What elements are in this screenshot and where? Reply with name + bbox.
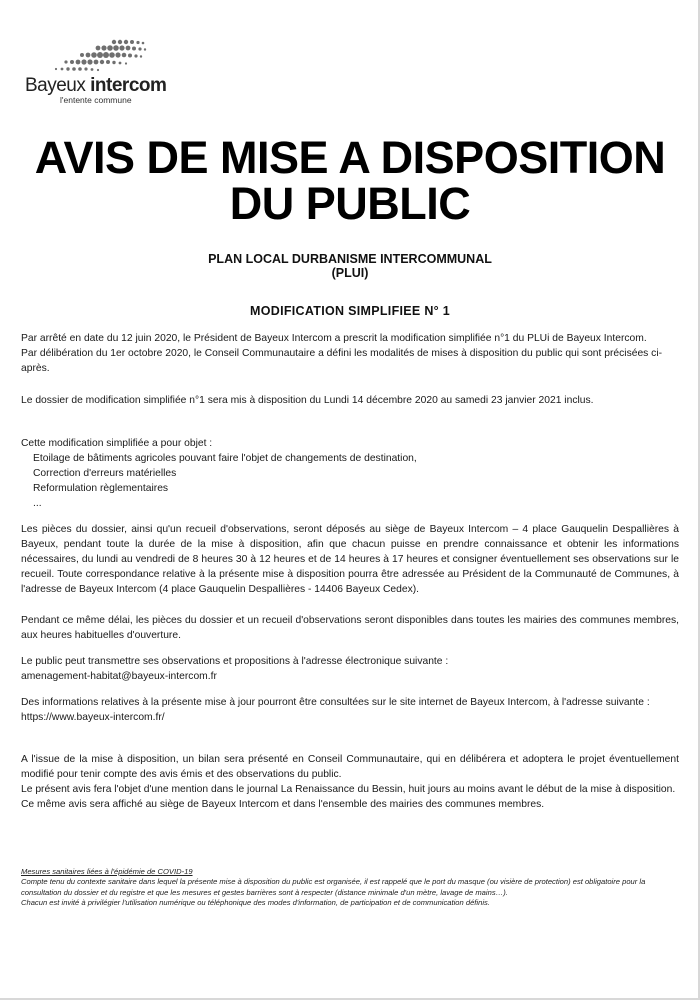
affiche-text: Ce même avis sera affiché au siège de Bayeux Intercom et dans l'ensemble des mairies des communes membres. xyxy=(21,799,545,810)
objet-list xyxy=(21,451,679,511)
dossier-text: Le dossier de modification simplifiée n°1 sera mis à disposition du Lundi 14 décembre 2020 au samedi 23 janvier 2021 inclus. xyxy=(21,395,594,406)
logo-name-bold: intercom xyxy=(90,75,167,96)
paragraph-arrete xyxy=(21,331,679,376)
footnote-line-2: Chacun est invité à privilégier l'utilisation numérique ou téléphonique des modes d'information, de participation et de communication définis. xyxy=(21,898,490,908)
footnote-title: Mesures sanitaires liées à l'épidémie de COVID-19 xyxy=(21,867,193,876)
subtitle-plui: (PLUI) xyxy=(331,266,369,280)
footnote-line-1: Compte tenu du contexte sanitaire dans lequel la présente mise à disposition du public est organisée, il est rappelé que le port du masque (ou visière de protection) est obligatoire pour la consultation du dossier et du registre et que les mesures et gestes barrières sont à respecter (distance minimale d'un mètre, lavage de mains…). xyxy=(21,877,646,897)
logo-wordmark xyxy=(25,75,166,97)
issue-text: A l'issue de la mise à disposition, un bilan sera présenté en Conseil Communautaire, qui en délibérera et adoptera le projet éventuellement modifié pour tenir compte des avis émis et des observations du public. xyxy=(21,754,679,780)
pieces-text: Les pièces du dossier, ainsi qu'un recueil d'observations, seront déposés au siège de Bayeux Intercom – 4 place Gauquelin Despallières à Bayeux, pendant toute la durée de la mise à disposition, afin que chacun puisse en prendre connaissance et obtenir les informations nécessaires, du lundi au vendredi de 8 heures 30 à 12 heures et de 14 heures à 17 heures et consigner éventuellement ses observations sur le recueil. Toute correspondance relative à la présente mise à disposition pourra être adressée au Président de la Communauté de Communes, à l'adresse de Bayeux Intercom (4 place Gauquelin Despallières - 14406 Bayeux Cedex). xyxy=(21,524,679,595)
list-item: Reformulation règlementaires xyxy=(33,483,169,494)
paragraph-site xyxy=(21,695,679,725)
objet-intro: Cette modification simplifiée a pour objet : xyxy=(21,438,213,449)
paragraph-dossier xyxy=(21,393,679,408)
logo-name-light: Bayeux xyxy=(25,75,86,96)
list-item: Correction d'erreurs matérielles xyxy=(33,468,177,479)
mairies-text: Pendant ce même délai, les pièces du dossier et un recueil d'observations seront disponibles dans toutes les mairies des communes membres, aux heures habituelles d'ouverture. xyxy=(21,615,679,641)
covid-footnote xyxy=(21,867,681,909)
list-item: Etoilage de bâtiments agricoles pouvant faire l'objet de changements de destination, xyxy=(33,453,417,464)
dot-pattern-icon xyxy=(52,38,152,74)
paragraph-email xyxy=(21,654,679,684)
subtitle-plan: PLAN LOCAL DURBANISME INTERCOMMUNAL xyxy=(208,252,492,266)
logo-tagline: l'entente commune xyxy=(60,95,132,105)
email-address[interactable]: amenagement-habitat@bayeux-intercom.fr xyxy=(21,671,217,682)
site-url-link[interactable]: https://www.bayeux-intercom.fr/ xyxy=(21,712,165,723)
site-intro: Des informations relatives à la présente mise à jour pourront être consultées sur le site internet de Bayeux Intercom, à l'adresse suivante : xyxy=(21,697,650,708)
paragraph-mairies xyxy=(21,613,679,643)
main-title-line1: AVIS DE MISE A DISPOSITION xyxy=(34,132,666,183)
paragraph-issue xyxy=(21,752,679,812)
subtitle-modification: MODIFICATION SIMPLIFIEE N° 1 xyxy=(250,304,450,318)
main-title-line2: DU PUBLIC xyxy=(229,178,471,229)
journal-text: Le présent avis fera l'objet d'une mention dans le journal La Renaissance du Bessin, huit jours au moins avant le début de la mise à disposition. xyxy=(21,784,676,795)
bayeux-intercom-logo xyxy=(24,38,194,104)
arrete-line-2: Par délibération du 1er octobre 2020, le Conseil Communautaire a défini les modalités de mises à disposition du public qui sont précisées ci-après. xyxy=(21,348,663,374)
paragraph-objet xyxy=(21,436,679,511)
arrete-line-1: Par arrêté en date du 12 juin 2020, le Président de Bayeux Intercom a prescrit la modification simplifiée n°1 du PLUi de Bayeux Intercom. xyxy=(21,333,647,344)
paragraph-pieces xyxy=(21,522,679,597)
email-intro: Le public peut transmettre ses observations et propositions à l'adresse électronique suivante : xyxy=(21,656,449,667)
list-item: ... xyxy=(33,498,42,509)
